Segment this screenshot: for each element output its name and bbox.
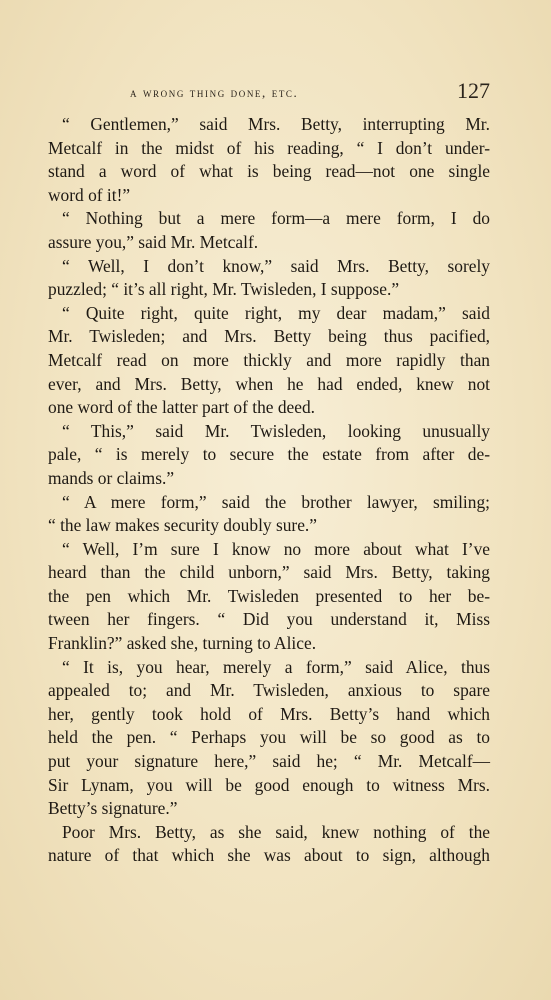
text-line: Poor Mrs. Betty, as she said, knew nothing of the	[62, 821, 490, 842]
text-line: her, gently took hold of Mrs. Betty’s hand which	[48, 703, 490, 724]
text-line: “ Nothing but a mere form—a mere form, I do	[62, 208, 490, 229]
text-line: “ Well, I don’t know,” said Mrs. Betty, sorely	[62, 255, 490, 276]
text-line: tween her fingers. “ Did you understand it, Miss	[48, 609, 490, 630]
text-line: “ Quite right, quite right, my dear madam,” said	[62, 302, 490, 323]
text-line: “ Gentlemen,” said Mrs. Betty, interrupting Mr.	[62, 114, 490, 134]
text-line: assure you,” said Mr. Metcalf.	[48, 231, 259, 252]
text-line: “ This,” said Mr. Twisleden, looking unusually	[62, 420, 490, 441]
text-line: “ the law makes security doubly sure.”	[48, 515, 317, 536]
text-line: Metcalf read on more thickly and more rapidly than	[48, 349, 490, 370]
body-text	[48, 113, 490, 868]
text-line: one word of the latter part of the deed.	[48, 397, 316, 418]
text-line: Mr. Twisleden; and Mrs. Betty being thus pacified,	[48, 326, 490, 347]
page-number: 127	[457, 78, 490, 103]
text-line: heard than the child unborn,” said Mrs. Betty, taking	[48, 562, 490, 583]
text-line: ever, and Mrs. Betty, when he had ended, knew not	[48, 373, 490, 394]
text-line: put your signature here,” said he; “ Mr. Metcalf—	[48, 751, 490, 772]
running-head	[48, 80, 502, 104]
text-line: Sir Lynam, you will be good enough to witness Mrs.	[48, 774, 490, 795]
text-line: pale, “ is merely to secure the estate from after de-	[48, 444, 490, 465]
text-line: mands or claims.”	[48, 467, 175, 488]
text-line: Metcalf in the midst of his reading, “ I don’t under-	[48, 137, 490, 158]
text-line: puzzled; “ it’s all right, Mr. Twisleden, I suppose.”	[48, 279, 400, 300]
text-line: “ A mere form,” said the brother lawyer, smiling;	[62, 491, 490, 512]
text-line: the pen which Mr. Twisleden presented to her be-	[48, 585, 490, 606]
text-line: “ It is, you hear, merely a form,” said Alice, thus	[62, 656, 490, 677]
text-line: stand a word of what is being read—not one single	[48, 161, 490, 182]
text-line: appealed to; and Mr. Twisleden, anxious to spare	[48, 680, 490, 701]
text-line: “ Well, I’m sure I know no more about what I’ve	[62, 538, 490, 559]
text-line: Betty’s signature.”	[48, 798, 178, 819]
running-title: a wrong thing done, etc.	[130, 85, 299, 100]
text-line: word of it!”	[48, 184, 131, 205]
text-line: held the pen. “ Perhaps you will be so good as to	[48, 727, 490, 748]
text-line: nature of that which she was about to sign, although	[48, 845, 490, 866]
text-line: Franklin?” asked she, turning to Alice.	[48, 633, 317, 654]
